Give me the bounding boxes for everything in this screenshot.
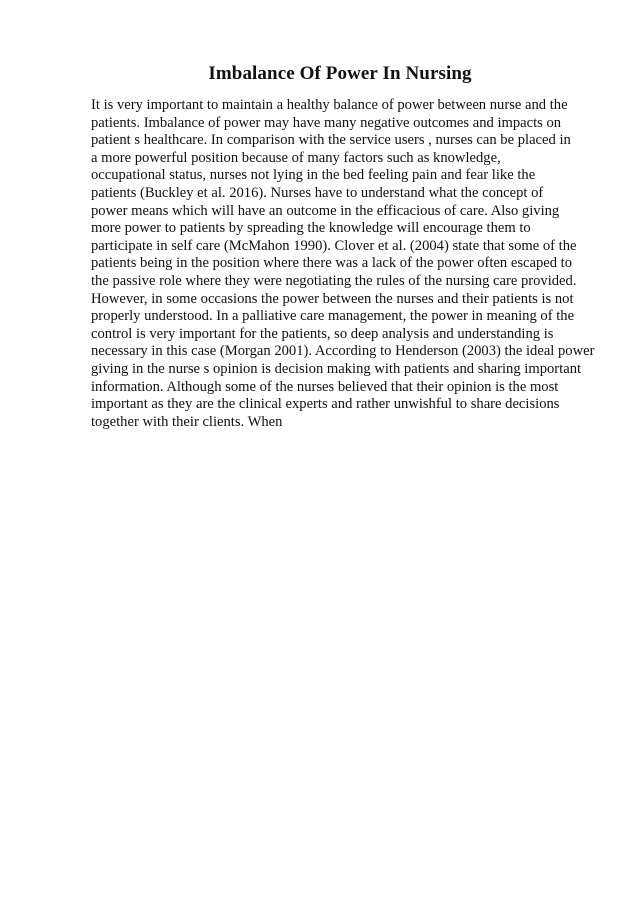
document-body [91,97,595,431]
body-line: a more powerful position because of many factors such as knowledge, [91,149,501,166]
body-line: together with their clients. When [91,413,283,430]
body-line: properly understood. In a palliative care management, the power in meaning of the [91,308,575,325]
body-line: information. Although some of the nurses believed that their opinion is the most [91,378,559,395]
body-line: necessary in this case (Morgan 2001). According to Henderson (2003) the ideal power [91,343,595,360]
document-title: Imbalance Of Power In Nursing [208,63,472,84]
body-line: However, in some occasions the power between the nurses and their patients is not [91,290,574,307]
body-line: It is very important to maintain a healthy balance of power between nurse and the [91,97,568,113]
body-line: patients being in the position where there was a lack of the power often escaped to [91,255,573,272]
body-line: power means which will have an outcome in the efficacious of care. Also giving [91,202,560,219]
body-line: giving in the nurse s opinion is decision making with patients and sharing important [91,360,582,377]
body-line: patients. Imbalance of power may have many negative outcomes and impacts on [91,114,562,131]
body-line: more power to patients by spreading the knowledge will encourage them to [91,220,531,237]
body-line: important as they are the clinical experts and rather unwishful to share decisions [91,396,560,413]
body-line: the passive role where they were negotiating the rules of the nursing care provided. [91,272,577,289]
body-line: participate in self care (McMahon 1990). Clover et al. (2004) state that some of the [91,237,577,254]
body-line: patients (Buckley et al. 2016). Nurses have to understand what the concept of [91,184,544,201]
body-line: patient s healthcare. In comparison with the service users , nurses can be placed in [91,132,571,149]
body-line: control is very important for the patients, so deep analysis and understanding is [91,325,554,342]
body-line: occupational status, nurses not lying in the bed feeling pain and fear like the [91,167,536,184]
